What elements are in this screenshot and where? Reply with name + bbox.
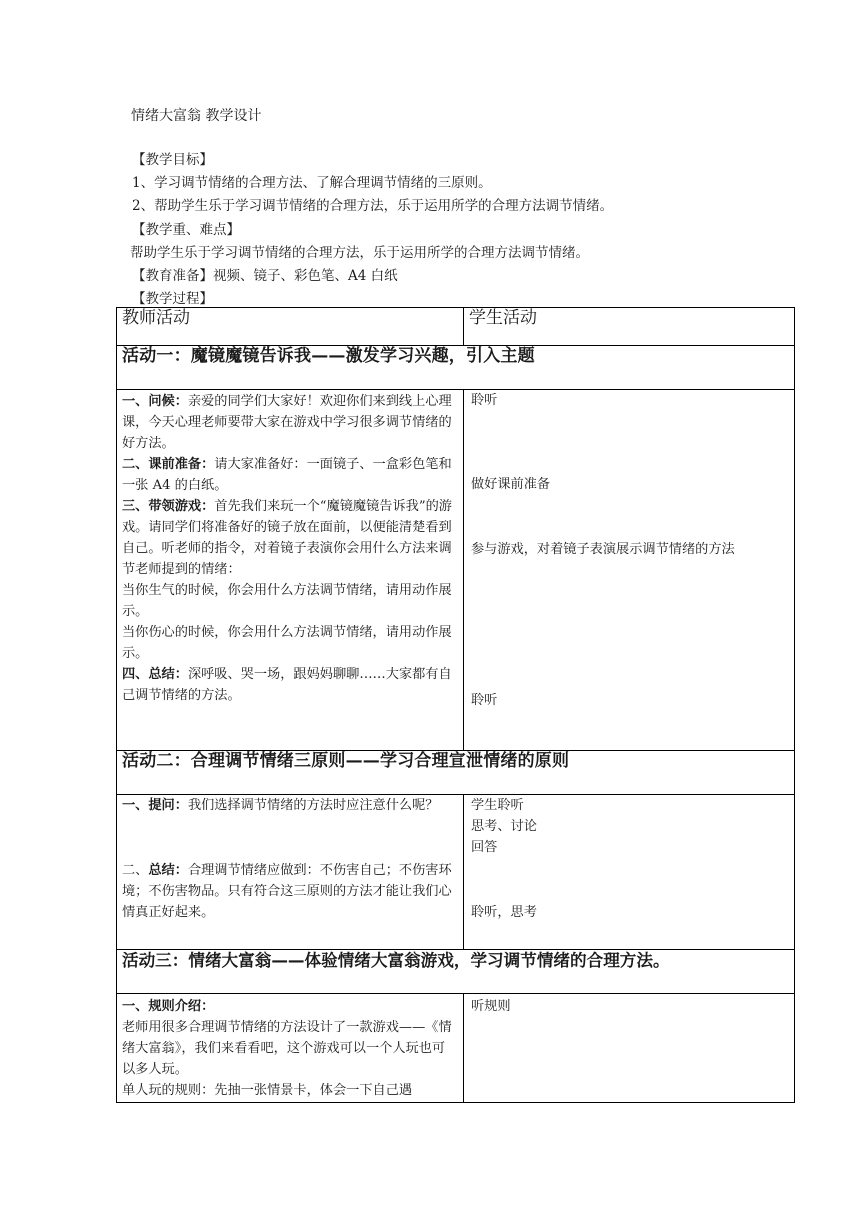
a2-student-discuss: 思考、讨论 <box>471 819 537 834</box>
activity-1-teacher-cell <box>117 390 464 751</box>
lesson-plan-table <box>116 307 795 1103</box>
a2-question-label: 一、提问： <box>122 798 188 813</box>
activity-3-title-row <box>117 950 795 994</box>
a3-single-player-rules: 单人玩的规则：先抽一张情景卡，体会一下自己遇 <box>122 1083 413 1098</box>
activity-2-teacher-cell <box>117 795 464 950</box>
a1-prep-text: 请大家准备好：一面镜子、一盒彩色笔和一张 A4 的白纸。 <box>122 457 452 493</box>
activity-2-title: 活动二：合理调节情绪三原则——学习合理宣泄情绪的原则 <box>117 751 795 795</box>
goal-1: 1、学习调节情绪的合理方法、了解合理调节情绪的三原则。 <box>132 175 492 192</box>
activity-1-title: 活动一：魔镜魔镜告诉我——激发学习兴趣，引入主题 <box>117 346 795 390</box>
a1-question-angry: 当你生气的时候，你会用什么方法调节情绪，请用动作展示。 <box>122 583 452 619</box>
a1-summary-text: 深呼吸、哭一场，跟妈妈聊聊……大家都有自己调节情绪的方法。 <box>122 667 452 703</box>
a2-summary-text: 合理调节情绪应做到：不伤害自己；不伤害环境；不伤害物品。只有符合这三原则的方法才能让我们心情真正好起来。 <box>122 863 452 920</box>
a1-prep-label: 二、课前准备： <box>122 457 215 472</box>
a3-rules-label: 一、规则介绍： <box>122 999 215 1014</box>
a1-greeting-label: 一、问候： <box>122 394 188 409</box>
a1-greeting-text: 亲爱的同学们大家好！欢迎你们来到线上心理课，今天心理老师要带大家在游戏中学习很多调节情绪的好方法。 <box>122 394 452 451</box>
activity-2-student-cell <box>464 795 795 950</box>
a3-rules-text: 老师用很多合理调节情绪的方法设计了一款游戏——《情绪大富翁》，我们来看看吧，这个游戏可以一个人玩也可以多人玩。 <box>122 1020 452 1077</box>
a1-student-play: 参与游戏，对着镜子表演展示调节情绪的方法 <box>471 542 735 557</box>
activity-2-content-row <box>117 795 795 950</box>
preparation-line <box>125 265 805 288</box>
intro-section <box>125 149 805 311</box>
a1-summary-label: 四、总结： <box>122 667 188 682</box>
activity-1-content-row <box>117 390 795 751</box>
a2-summary-prefix: 二、 <box>122 863 149 878</box>
preparation-label: 【教育准备】 <box>132 268 213 285</box>
header-teacher-activity: 教师活动 <box>117 308 464 346</box>
a1-student-prepare: 做好课前准备 <box>471 477 551 492</box>
activity-1-title-row <box>117 346 795 390</box>
a3-student-listen-rules: 听规则 <box>471 999 511 1014</box>
preparation-text: 视频、镜子、彩色笔、A4 白纸 <box>213 268 398 285</box>
activity-3-student-cell <box>464 994 795 1103</box>
activity-3-teacher-cell <box>117 994 464 1103</box>
a1-student-listen-2: 聆听 <box>471 693 498 708</box>
activity-2-title-row <box>117 751 795 795</box>
process-heading: 【教学过程】 <box>132 291 213 308</box>
table-header-row <box>117 308 795 346</box>
activity-3-title: 活动三：情绪大富翁——体验情绪大富翁游戏，学习调节情绪的合理方法。 <box>117 950 795 994</box>
goal-2: 2、帮助学生乐于学习调节情绪的合理方法，乐于运用所学的合理方法调节情绪。 <box>132 198 614 215</box>
a1-question-sad: 当你伤心的时候，你会用什么方法调节情绪，请用动作展示。 <box>122 625 452 661</box>
a2-student-answer: 回答 <box>471 840 498 855</box>
activity-1-student-cell <box>464 390 795 751</box>
goals-heading: 【教学目标】 <box>132 152 213 168</box>
a2-summary-label: 总结： <box>148 863 188 878</box>
activity-3-content-row <box>117 994 795 1103</box>
key-points-heading: 【教学重、难点】 <box>132 221 240 238</box>
a2-student-listen: 学生聆听 <box>471 798 524 813</box>
a1-student-listen: 聆听 <box>471 393 498 408</box>
a1-game-label: 三、带领游戏： <box>122 499 215 514</box>
a2-student-listen-think: 聆听，思考 <box>471 905 537 920</box>
key-points-text: 帮助学生乐于学习调节情绪的合理方法，乐于运用所学的合理方法调节情绪。 <box>130 244 589 261</box>
a2-question-text: 我们选择调节情绪的方法时应注意什么呢？ <box>187 798 439 813</box>
page-title: 情绪大富翁 教学设计 <box>131 108 262 124</box>
a1-game-text: 首先我们来玩一个“魔镜魔镜告诉我”的游戏。请同学们将准备好的镜子放在面前，以便能清楚看到自己。听老师的指令，对着镜子表演你会用什么方法来调节老师提到的情绪： <box>122 499 452 577</box>
header-student-activity: 学生活动 <box>464 308 795 346</box>
